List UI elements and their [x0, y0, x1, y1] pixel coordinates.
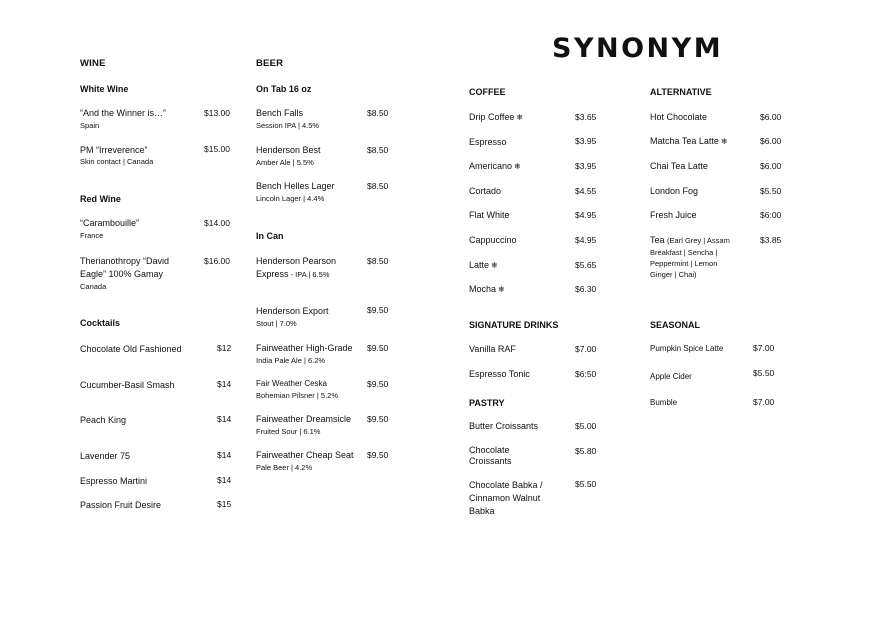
alternative-item-price: $5.50 [760, 186, 782, 196]
beer-item-desc: Session IPA | 4.5% [256, 121, 320, 130]
seasonal-item-name: Bumble [650, 398, 678, 407]
pastry-heading: PASTRY [469, 398, 505, 408]
tea-variety-line: Breakfast | Sencha | [650, 248, 718, 257]
alternative-item-name: Chai Tea Latte [650, 161, 708, 171]
coffee-item [469, 160, 521, 173]
pastry-item-name: Butter Croissants [469, 421, 539, 431]
beer-item-name: Fair Weather Ceska [256, 379, 327, 388]
pastry-item-price: $5.50 [575, 479, 597, 489]
snowflake-icon: ❄ [720, 137, 728, 146]
beer-item-price: $9.50 [367, 379, 389, 389]
pastry-item-price: $5.80 [575, 446, 597, 456]
beer-item-desc: Fruited Sour | 6.1% [256, 427, 321, 436]
cocktail-item-price: $14 [217, 450, 232, 460]
cocktail-item-price: $12 [217, 343, 232, 353]
on-tab-heading: On Tab 16 oz [256, 84, 312, 94]
beer-item-price: $9.50 [367, 305, 389, 315]
beer-item-name-line2 [256, 268, 330, 281]
seasonal-item-price: $7.00 [753, 343, 775, 353]
alternative-item-price: $6:00 [760, 210, 782, 220]
cocktail-item-price: $14 [217, 414, 232, 424]
wine-item-name: Therianothropy “David [80, 256, 170, 266]
wine-item-name: “And the Winner is…” [80, 108, 167, 118]
cocktail-item-price: $14 [217, 475, 232, 485]
coffee-item [469, 259, 498, 272]
wine-item-price: $15.00 [204, 144, 230, 154]
alternative-item-name: Fresh Juice [650, 210, 697, 220]
coffee-item-name: Cortado [469, 186, 502, 196]
red-wine-heading: Red Wine [80, 194, 121, 204]
wine-item-desc: Skin contact | Canada [80, 157, 154, 166]
cocktail-item-name: Espresso Martini [80, 476, 148, 486]
cocktail-item-name: Peach King [80, 415, 127, 425]
beer-item-price: $9.50 [367, 343, 389, 353]
seasonal-item-name: Apple Cider [650, 372, 692, 381]
alternative-item-price: $6.00 [760, 112, 782, 122]
coffee-item-name: Espresso [469, 137, 507, 147]
alternative-item-price: $6.00 [760, 136, 782, 146]
snowflake-icon: ❄ [514, 162, 521, 171]
alternative-item-name: Tea [650, 235, 665, 245]
wine-item-name: PM “Irreverence” [80, 145, 148, 155]
wine-heading: WINE [80, 58, 106, 69]
beer-item-price: $9.50 [367, 450, 389, 460]
beer-heading: BEER [256, 58, 284, 69]
coffee-item-price: $5.65 [575, 260, 597, 270]
coffee-item-name: Drip Coffee [469, 112, 515, 122]
pastry-item-name: Chocolate [469, 445, 510, 455]
cocktail-item-name: Lavender 75 [80, 451, 131, 461]
beer-item-desc: Bohemian Pilsner | 5.2% [256, 391, 338, 400]
coffee-item-price: $4.95 [575, 210, 597, 220]
beer-item-desc: India Pale Ale | 6.2% [256, 356, 326, 365]
tea-variety-line: Ginger | Chai) [650, 270, 697, 279]
in-can-heading: In Can [256, 231, 284, 241]
beer-item-name: Henderson Pearson [256, 256, 337, 266]
beer-item-name: Henderson Export [256, 306, 329, 316]
wine-item-desc: France [80, 231, 104, 240]
alternative-item-name: Hot Chocolate [650, 112, 708, 122]
alternative-item-price: $3.85 [760, 235, 782, 245]
alternative-item-price: $6.00 [760, 161, 782, 171]
coffee-item-price: $4.95 [575, 235, 597, 245]
alternative-heading: ALTERNATIVE [650, 87, 712, 97]
seasonal-item-price: $7.00 [753, 397, 775, 407]
snowflake-icon: ❄ [516, 113, 524, 122]
beer-item-price: $8.50 [367, 181, 389, 191]
wine-item-desc: Canada [80, 282, 107, 291]
wine-item-price: $16.00 [204, 256, 230, 266]
beer-item-price: $8.50 [367, 256, 389, 266]
alternative-item-name: Matcha Tea Latte [650, 136, 719, 146]
brand-logo: SYNONYM [552, 33, 724, 64]
tea-variety-line: (Earl Grey | Assam [667, 236, 730, 245]
pastry-item-name-line2: Cinnamon Walnut [469, 493, 541, 503]
seasonal-item-price: $5.50 [753, 368, 775, 378]
signature-item-name: Vanilla RAF [469, 344, 516, 354]
beer-item-name: Bench Helles Lager [256, 181, 335, 191]
beer-item-name: Bench Falls [256, 108, 304, 118]
cocktail-item-name: Chocolate Old Fashioned [80, 344, 182, 354]
wine-item-price: $13.00 [204, 108, 230, 118]
seasonal-item-name: Pumpkin Spice Latte [650, 344, 724, 353]
cocktail-item-price: $15 [217, 499, 232, 509]
beer-item-price: $9.50 [367, 414, 389, 424]
cocktail-item-name: Cucumber-Basil Smash [80, 380, 175, 390]
tea-item [650, 234, 730, 247]
cocktail-item-name: Passion Fruit Desire [80, 500, 162, 510]
beer-item-price: $8.50 [367, 145, 389, 155]
coffee-item-name: Mocha [469, 284, 497, 294]
coffee-item [469, 283, 505, 296]
tea-variety-line: Peppermint | Lemon [650, 259, 718, 268]
beer-item-name: Henderson Best [256, 145, 321, 155]
signature-drinks-heading: SIGNATURE DRINKS [469, 320, 559, 330]
alternative-item [650, 135, 728, 148]
pastry-item-price: $5.00 [575, 421, 597, 431]
beer-item-price: $8.50 [367, 108, 389, 118]
beer-item-name: Fairweather Cheap Seat [256, 450, 354, 460]
coffee-item-name: Latte [469, 260, 490, 270]
coffee-item [469, 111, 523, 124]
seasonal-heading: SEASONAL [650, 320, 701, 330]
coffee-item-name: Americano [469, 161, 513, 171]
signature-item-name: Espresso Tonic [469, 369, 530, 379]
wine-item-name: “Carambouille” [80, 218, 140, 228]
white-wine-heading: White Wine [80, 84, 129, 94]
signature-item-price: $7.00 [575, 344, 597, 354]
beer-item-name-part: Express [256, 269, 289, 279]
snowflake-icon: ❄ [491, 261, 498, 270]
coffee-item-price: $3.95 [575, 136, 597, 146]
beer-item-name: Fairweather High-Grade [256, 343, 353, 353]
beer-item-desc: - IPA | 6.5% [288, 270, 330, 279]
snowflake-icon: ❄ [498, 285, 505, 294]
coffee-item-price: $3.95 [575, 161, 597, 171]
beer-item-desc: Pale Beer | 4.2% [256, 463, 313, 472]
cocktail-item-price: $14 [217, 379, 232, 389]
pastry-item-name: Chocolate Babka / [469, 480, 543, 490]
beer-item-desc: Stout | 7.0% [256, 319, 297, 328]
coffee-item-price: $4.55 [575, 186, 597, 196]
coffee-heading: COFFEE [469, 87, 506, 97]
coffee-item-price: $6.30 [575, 284, 597, 294]
beer-item-desc: Lincoln Lager | 4.4% [256, 194, 325, 203]
wine-item-name-line2: Eagle” 100% Gamay [80, 269, 164, 279]
beer-item-desc: Amber Ale | 5.5% [256, 158, 314, 167]
beer-item-name: Fairweather Dreamsicle [256, 414, 352, 424]
cocktails-heading: Cocktails [80, 318, 121, 328]
pastry-item-name-line2: Croissants [469, 456, 512, 466]
wine-item-price: $14.00 [204, 218, 230, 228]
coffee-item-name: Cappuccino [469, 235, 517, 245]
alternative-item-name: London Fog [650, 186, 699, 196]
coffee-item-name: Flat White [469, 210, 510, 220]
signature-item-price: $6:50 [575, 369, 597, 379]
coffee-item-price: $3.65 [575, 112, 597, 122]
wine-item-desc: Spain [80, 121, 100, 130]
pastry-item-name-line3: Babka [469, 506, 495, 516]
